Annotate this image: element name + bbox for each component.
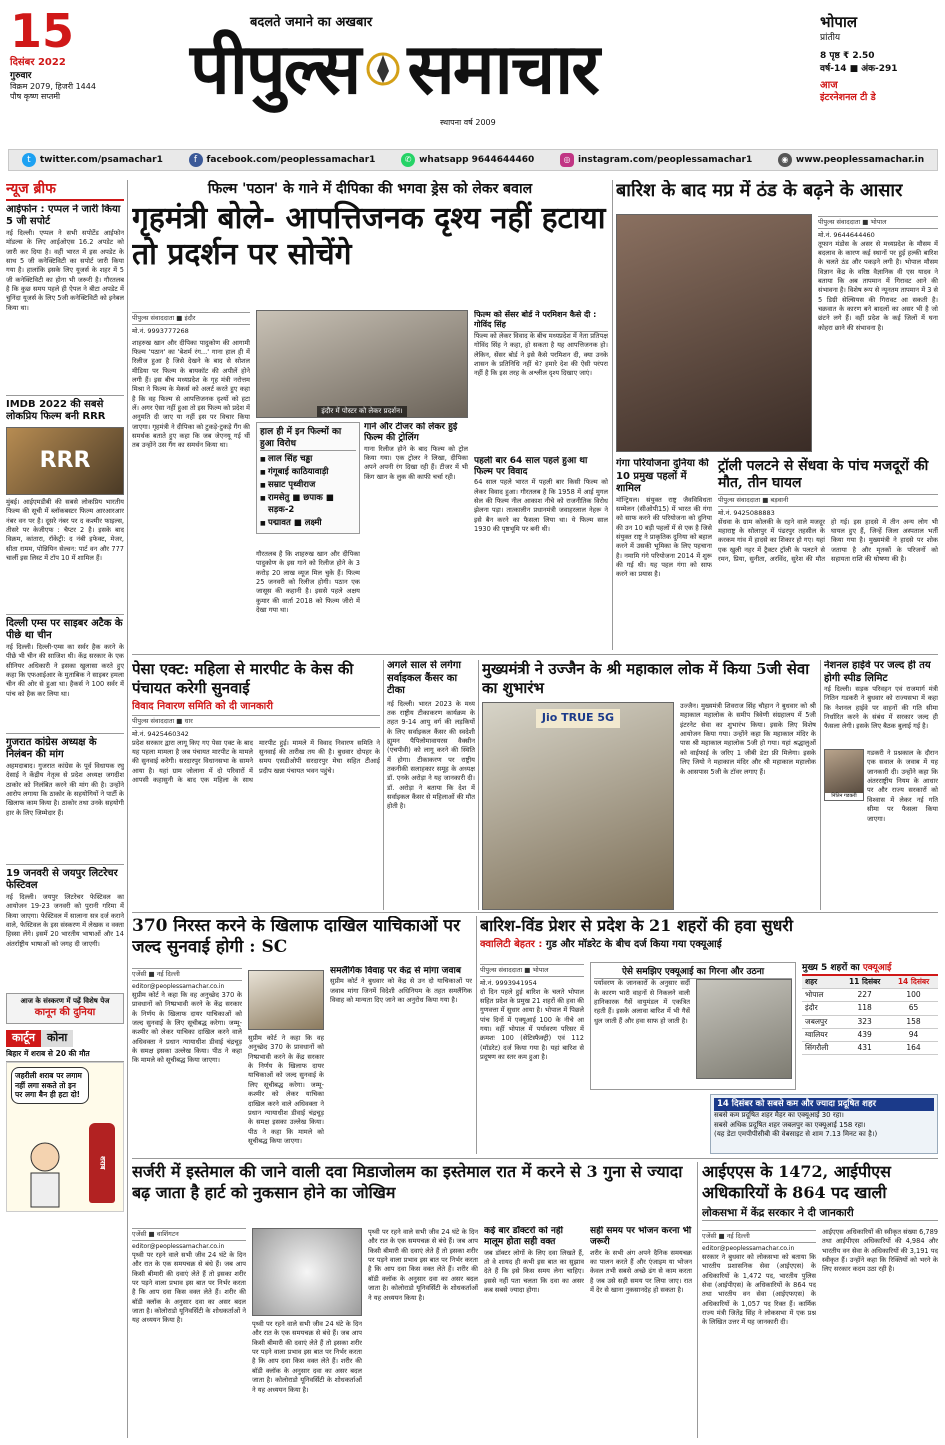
opposed-films-list (260, 453, 356, 530)
first-controversy-head: पहली बार 64 साल पहले हुआ था फिल्म पर विवाद (474, 455, 588, 478)
aqi-col-d11: 11 दिसंबर (840, 976, 889, 989)
midazolam-side1-head: कई बार डॉक्टरों को नहीं मालूम होता सही वक्त (484, 1226, 563, 1248)
midazolam-story (132, 1162, 692, 1438)
sc-side (330, 966, 472, 1154)
sc-side-head: समलैंगिक विवाह पर केंद्र से मांगा जवाब (330, 966, 461, 976)
midazolam-side1 (484, 1226, 584, 1438)
lead-kicker: फिल्म 'पठान' के गाने में दीपिका की भगवा ड्रेस को लेकर बवाल (207, 181, 533, 197)
gadkari-photo (824, 749, 864, 801)
date-number: 15 (10, 4, 75, 58)
city: भोपाल (820, 13, 858, 31)
news-brief-column (6, 180, 124, 1438)
sc-side-body: सुप्रीम कोर्ट ने बुधवार को केंद्र से उन दो याचिकाओं पर जवाब मांगा जिनमें विदेशी अधिनियम के तहत समलैंगिक विवाह को मान्यता दिए जाने का अनुरोध किया गया है। (330, 977, 472, 1004)
lead-col1 (132, 310, 250, 650)
aqi-d11: 439 (840, 1028, 889, 1041)
aqi-table-header (802, 976, 938, 989)
ias-headline: आईएएस के 1472, आईपीएस अधिकारियों के 864 पद खाली (702, 1162, 891, 1202)
aqi-table (802, 976, 938, 1055)
lead-body-1: शाहरुख खान और दीपिका पादुकोण की आगामी फिल्म 'पठान' का 'बेशर्म रंग...' गाना हाल ही में रिलीज हुआ है जिसे देखने के बाद से सोशल मीडिया पर फिल्म के बायकॉट की अपीलें होने लगी हैं। इस बीच मध्यप्रदेश के गृह मंत्री नरोत्तम मिश्रा ने फिल्म के मेकर्स को अलर्ट करते हुए कहा है कि वह फिल्म से आपत्तिजनक दृश्यों को हटा लें। अगर ऐसा नहीं हुआ तो इस फिल्म को प्रदेश में अनुमति दी जाए या नहीं इस पर विचार किया जाएगा। गृहमंत्री ने दीपिका को टुकड़े-टुकड़े गैंग की समर्थक बताते हुए कहा कि जब जेएनयू गई थीं तब उन्होंने उस गैंग का समर्थन किया था। (132, 338, 250, 450)
table-row (802, 1028, 938, 1041)
ganga-story (616, 458, 712, 650)
newspaper-title (190, 24, 810, 114)
midazolam-email: editor@peoplessamachar.co.in (132, 1242, 225, 1250)
gadkari-caption: नितिन गडकरी (825, 793, 863, 800)
edition-block (820, 12, 940, 105)
aqi-dec14-item: (यह डेटा एमपीपीसीबी की वेबसाइट से शाम 7.13 मिनट का है।) (714, 1130, 878, 1139)
tagline: बदलते जमाने का अखबार (250, 15, 373, 30)
social-instagram-text: instagram.com/peoplessamachar1 (577, 154, 753, 165)
cold-body: तूफान मंडोस के असर से मध्यप्रदेश के मौसम में बदलाव के कारण कई स्थानों पर हुई हल्की बारिश के चलते ठंड और पकड़ने लगी है। भोपाल मौसम विज्ञान केंद्र के वरिष्ठ वैज्ञानिक वी एस यादव ने बताया कि अब तापमान में गिरावट आने की संभावना है। विशेष रूप से न्यूनतम तापमान में 3 से 5 डिग्री सेल्सियस की गिरावट आ सकती है। चक्रवात के कारण बने बादलों का असर भी है जो छंटने लगे हैं। वहीं प्रदेश के कई जिलों में घना कोहरा छाने की संभावना है। (818, 239, 938, 332)
brief-title: न्यूज ब्रीफ (6, 180, 124, 201)
instagram-icon: ◎ (560, 153, 574, 167)
aqi-mob: मो.नं. 9993941954 (480, 978, 537, 987)
sc-story (132, 916, 472, 1154)
aqi-story (480, 916, 938, 1154)
whatsapp-icon: ✆ (401, 153, 415, 167)
five-g-headline: मुख्यमंत्री ने उज्जैन के श्री महाकाल लोक में किया 5जी सेवा का शुभारंभ (482, 660, 810, 697)
ias-col1 (702, 1228, 816, 1438)
cancer-body: नई दिल्ली। भारत 2023 के मध्य तक राष्ट्रीय टीकाकरण कार्यक्रम के तहत 9-14 आयु वर्ग की लड़कियों के लिए सर्वाइकल कैंसर की स्वदेशी ह्यूमन पैपिलोमावायरस वैक्सीन (एचपीवी) को लागू करने की स्थिति में होगा। टीकाकरण पर राष्ट्रीय तकनीकी सलाहकार समूह के अध्यक्ष डॉ. एनके अरोड़ा ने यह जानकारी दी। डॉ. अरोड़ा ने बताया कि देश में सर्वाइकल कैंसर से महिलाओं की मौत होती है। (387, 699, 475, 811)
aqi-smog-photo (696, 979, 792, 1079)
ias-subhead: लोकसभा में केंद्र सरकार ने दी जानकारी (702, 1206, 938, 1221)
social-facebook-text: facebook.com/peoplessamachar1 (206, 154, 376, 165)
aqi-d11: 323 (840, 1015, 889, 1028)
ias-email: editor@peoplessamachar.co.in (702, 1244, 795, 1252)
table-row (802, 1002, 938, 1015)
pesa-byline: पीपुल्स संवाददाता ■ धार (132, 715, 380, 728)
pesa-headline: पेसा एक्ट: महिला से मारपीट के केस की पंचायत करेगी सुनवाई (132, 660, 354, 697)
cancer-story (387, 660, 475, 910)
promo-page: कानून की दुनिया (34, 1007, 96, 1019)
weekday: गुरुवार (10, 70, 32, 81)
highway-headline: नेशनल हाईवे पर जल्द ही तय होगी स्पीड लिमिट (824, 660, 931, 684)
facebook-icon: f (189, 153, 203, 167)
cartoon-panel (6, 1062, 124, 1212)
social-instagram[interactable] (560, 153, 752, 167)
cartoon-speech-bubble: जहरीली शराब पर लगाम नहीं लगा सकते तो इन पर लगा बैन ही हटा दो! (11, 1067, 89, 1104)
aqi-d14: 158 (889, 1015, 938, 1028)
censor-board-head: फिल्म को सेंसर बोर्ड ने परमिशन कैसे दी : गोविंद सिंह (474, 310, 608, 332)
cartoon-corner-label: कोना (41, 1030, 73, 1047)
globe-icon: ◉ (778, 153, 792, 167)
opposed-films-box (256, 422, 360, 534)
lead-story (132, 180, 608, 650)
aqi-city: भोपाल (802, 989, 840, 1002)
social-twitter[interactable] (22, 153, 163, 167)
aqi-table-title-b: एक्यूआई (862, 963, 892, 973)
brief-2-head: IMDB 2022 की सबसे लोकप्रिय फिल्म बनी RRR (6, 395, 124, 424)
aqi-quality-label: क्वालिटी बेहतर : (480, 939, 543, 950)
aqi-explainer-box (590, 962, 796, 1090)
cold-byline: पीपुल्स संवाददाता ■ भोपाल (818, 216, 938, 229)
five-g-body: उज्जैन। मुख्यमंत्री शिवराज सिंह चौहान ने बुधवार को श्री महाकाल महालोक के समीप त्रिवेणी संग्रहालय में 5जी इंटरनेट सेवा का शुभारंभ किया। इसके लिए विशेष आयोजन किया गया। उन्होंने कहा कि महाकाल मंदिर के पास श्री महाकाल महालोक 5जी हो गया। यहां श्रद्धालुओं को वाईफाई के जरिए 1 जीबी डेटा फ्री मिलेगा। इसके लिए जियो ने महाकाल मंदिर और श्री महाकाल महालोक के आसपास 5जी के टॉवर लगाए हैं। (680, 702, 816, 776)
aqi-dec14-box (710, 1094, 938, 1154)
cold-photo (616, 214, 812, 452)
social-website[interactable] (778, 153, 924, 167)
aaj-label: आज (820, 79, 838, 91)
highway-body: नई दिल्ली। सड़क परिवहन एवं राजमार्ग मंत्री नितिन गडकरी ने बुधवार को राज्यसभा में कहा कि नेशनल हाईवे पर वाहनों की गति सीमा निर्धारित करने के संबंध में सरकार जल्द ही फैसला लेगी। इसके लिए बैठक बुलाई गई है। (824, 685, 938, 731)
cartoon-header (6, 1030, 124, 1047)
table-row (802, 1041, 938, 1054)
midazolam-byline: एजेंसी ■ वाशिंगटन (132, 1228, 246, 1241)
social-whatsapp[interactable] (401, 153, 534, 167)
midazolam-side2-body: शरीर के सभी अंग अपने दैनिक समयचक्र का पालन करते हैं और एंजाइम या भोजन केवल तभी सबसे अच्छे ढंग से काम करता है जब उसे सही समय पर लिया जाए। रात में देर से खाना नुकसानदेह हो सकता है। (590, 1248, 692, 1294)
midazolam-side2 (590, 1226, 692, 1438)
song-trolling-head: गाने और टीजर को लेकर हुई फिल्म की ट्रोलिंग (364, 422, 458, 444)
lead-col4 (474, 310, 608, 650)
trolley-mob: मो.नं. 9425088883 (718, 508, 775, 517)
brief-3-body: नई दिल्ली। दिल्ली-एम्स का सर्वर हैक करने के पीछे भी चीन की साजिश थी। केंद्र सरकार के एक सीनियर अधिकारी ने इसका खुलासा करते हुए कहा कि एफआईआर के मुताबिक ने साइबर हमला चीन की ओर से हुआ था। हैकर्स ने 100 सर्वर में पांच को हैक कर लिया था। (6, 642, 124, 698)
aqi-byline: पीपुल्स संवाददाता ■ भोपाल (480, 964, 584, 977)
ias-story (702, 1162, 938, 1438)
pages-price: 8 पृष्ठ ₹ 2.50 (820, 51, 875, 62)
cartoon-bottle-label: शराब (98, 1156, 107, 1170)
title-left: पीपुल्स (190, 28, 360, 110)
jio-banner-text: Jio TRUE 5G (536, 709, 620, 728)
volume: वर्ष-14 ■ अंक-291 (820, 63, 898, 74)
ganga-body: मॉन्ट्रियल। संयुक्त राष्ट्र जैवविविधता सम्मेलन (सीओपी15) में भारत की गंगा को साफ करने की परियोजना को दुनिया की उन 10 बड़ी पहलों में से एक है जिसे संयुक्त राष्ट्र ने प्राकृतिक दुनिया को बहाल करने में उसकी भूमिका के लिए पहचाना है। नमामि गंगे परियोजना 2014 में शुरू की गई थी। यह पहल गंगा को साफ करने का प्रयास है। (616, 495, 712, 579)
social-facebook[interactable] (189, 153, 376, 167)
midazolam-body-cont: पृथ्वी पर रहने वाले सभी जीव 24 घंटे के दिन और रात के एक समयचक्र से बंधे हैं। जब आप किसी बीमारी की दवाएं लेते हैं तो इसका शरीर पर पड़ने वाला प्रभाव इस बात पर निर्भर करता है कि आप दवा किस वक्त लेते हैं। शरीर की बॉडी क्लॉक के अनुसार दवा का असर बदल जाता है। कोलोराडो यूनिवर्सिटी के शोधकर्ताओं ने यह अध्ययन किया है। (252, 1320, 362, 1394)
social-website-text: www.peoplessamachar.in (795, 154, 925, 165)
aqi-explainer-body: पर्यावरण के जानकारों के अनुसार सर्दी के कारण भारी वाहनों से निकलने वाली हानिकारक गैसें वायुमंडल में एकत्रित रहती हैं। इसके अलावा बारिश में भी गैसें धुल जाती हैं और हवा साफ हो जाती है। (594, 979, 690, 1025)
pesa-mob: मो.नं. 9425460342 (132, 729, 189, 738)
opposed-film-item: ■ सम्राट पृथ्वीराज (260, 479, 356, 492)
brief-4-head: गुजरात कांग्रेस अध्यक्ष के निलंबन की मांग (6, 733, 124, 762)
aqi-quality (480, 938, 938, 952)
pen-nib-logo (363, 49, 403, 89)
trolley-story (718, 458, 938, 650)
trolley-byline: पीपुल्स संवाददाता ■ बड़वानी (718, 494, 938, 507)
cold-headline: बारिश के बाद मप्र में ठंड के बढ़ने के आसार (616, 180, 903, 201)
lead-headline: गृहमंत्री बोले- आपत्तिजनक दृश्य नहीं हटाया तो प्रदर्शन पर सोचेंगे (132, 200, 606, 273)
aqi-d14: 164 (889, 1041, 938, 1054)
opposed-films-title: हाल ही में इन फिल्मों का हुआ विरोध (260, 426, 356, 451)
paksh: पौष कृष्ण सप्तमी (10, 92, 61, 102)
brief-1-body: नई दिल्ली। एप्पल ने सभी सपोर्टेड आईफोन मॉडल्स के लिए आईओएस 16.2 अपडेट को जारी कर दिया है। वहीं भारत में इस अपडेट के साथ 5 जी कनेक्टिविटी का सपोर्ट जारी किया गया है। हालांकि इसके लिए यूजर्स के शहर में 5 जी कनेक्टिविटी का होना भी जरूरी है। गौरतलब है कि कुछ समय पहले ही ऐपल ने बीटा अपडेट में चुनिंदा यूजर्स के लिए 5जी कनेक्टिविटी को इनेबल किया था। (6, 228, 124, 312)
cartoon-bottle (89, 1123, 115, 1203)
aqi-city: सिंगरौली (802, 1041, 840, 1054)
table-row (802, 989, 938, 1002)
masthead (0, 0, 945, 165)
aqi-dec14-item: सबसे कम प्रदूषित शहर मैहर का एक्यूआई 30 रहा। (714, 1111, 844, 1120)
cold-text-col (818, 214, 938, 452)
ganga-headline: गंगा परियोजना दुनिया की 10 प्रमुख पहलों में शामिल (616, 458, 709, 494)
aqi-d11: 227 (840, 989, 889, 1002)
aqi-body: दो दिन पहले हुई बारिश के चलते भोपाल सहित प्रदेश के प्रमुख 21 शहरों की हवा की गुणवत्ता में सुधार आया है। भोपाल में पिछले पांच दिनों में एक्यूआई 100 के नीचे आ गया। वहीं भोपाल में पर्यावरण परिसर में क्रमशः 100 (सेटिस्फैक्ट्री) एवं 112 (मॉडरेट) दर्ज किया गया है। यहां बारिश से प्रदूषण का स्तर कम हुआ है। (480, 987, 584, 1062)
cold-mob: मो.नं. 9644644460 (818, 230, 875, 239)
aqi-col-d14: 14 दिसंबर (889, 976, 938, 989)
aqi-d14: 65 (889, 1002, 938, 1015)
rrr-poster-text: RRR (39, 448, 91, 474)
aqi-quality-sub: गुड और मॉडरेट के बीच दर्ज किया गया एक्यूआई (545, 939, 722, 950)
brief-2-body: मुंबई। आईएमडीबी की सबसे लोकप्रिय भारतीय फिल्म की सूची में ब्लॉकबस्टर फिल्म आरआरआर नंबर वन पर है। दूसरे नंबर पर द कश्मीर फाइल्स, तीसरे पर केजीएफ : चैप्टर 2 है। इसके बाद विक्रम, कांतारा, रॉकेट्री: द नंबी इफेक्ट, मेजर, सीता रामम, पोन्नियिन सेल्वन: पार्ट वन और 777 चार्ली इस लिस्ट में टॉप 10 में शामिल हैं। (6, 497, 124, 563)
opposed-film-item: ■ गंगूबाई काठियावाड़ी (260, 466, 356, 479)
pesa-body: प्रदेश सरकार द्वारा लागू किए गए पेसा एक्ट के बाद यह पहला मामला है जब पंचायत मारपीट के मामले की सुनवाई करेगी। सरदारपुर विधानसभा के सामने आया है। यहां ग्राम जोलाना में दो परिवारों में आपसी कहासुनी के बाद एक महिला के साथ मारपीट हुई। मामले में विवाद निवारण समिति ने सुनवाई की तारीख तय की है। बुधवार दोपहर के समय एसडीओपी सरदारपुर मेघा सहित टीआई प्रदीप खन्ना पंचायत भवन पहुंचे। (132, 738, 380, 784)
five-g-story (482, 660, 816, 910)
midazolam-body: पृथ्वी पर रहने वाले सभी जीव 24 घंटे के दिन और रात के एक समयचक्र से बंधे हैं। जब आप किसी बीमारी की दवाएं लेते हैं तो इसका शरीर पर पड़ने वाला प्रभाव इस बात पर निर्भर करता है कि आप दवा किस वक्त लेते हैं। शरीर की बॉडी क्लॉक के अनुसार दवा का असर बदल जाता है। कोलोराडो यूनिवर्सिटी के शोधकर्ताओं ने यह अध्ययन किया है। (132, 1250, 246, 1325)
aqi-city: इंदौर (802, 1002, 840, 1015)
social-twitter-text: twitter.com/psamachar1 (39, 154, 163, 165)
aqi-table-title-a: मुख्य 5 शहरों का (802, 963, 860, 973)
ias-byline: एजेंसी ■ नई दिल्ली (702, 1230, 816, 1243)
sc-col1 (132, 966, 242, 1154)
promo-text: आज के संस्करण में पढ़ें विशेष पेज (20, 996, 110, 1005)
opposed-film-item: ■ पद्मावत ■ लक्ष्मी (260, 517, 356, 530)
vikram-samvat: विक्रम 2079, हिजरी 1444 (10, 81, 96, 91)
cartoon-caption: बिहार में शराब से 20 की मौत (6, 1047, 124, 1062)
cancer-headline: अगले साल से लगेगा सर्वाइकल कैंसर का टीका (387, 660, 462, 696)
supreme-court-photo (248, 970, 324, 1030)
cartoon-label: कार्टून (6, 1030, 41, 1047)
brief-5-body: नई दिल्ली। जयपुर लिटरेचर फेस्टिवल का आयोजन 19-23 जनवरी को पुरानी गरिमा में किया जाएगा। फेस्टिवल में सालाना सत्र दर्ज कराने वाले, फेस्टिवल के इस संस्करण में लेखक व वक्ता हिस्सा लेंगे। इसमें 20 भारतीय भाषाओं और 14 अंतर्राष्ट्रीय भाषाओं को जगह दी जाएगी। (6, 892, 124, 948)
aqi-dec14-item: सबसे अधिक प्रदूषित शहर जबलपुर का एक्यूआई 158 रहा। (714, 1120, 866, 1129)
aqi-col1 (480, 962, 584, 1154)
date-month: दिसंबर 2022 (10, 57, 66, 68)
sc-body: सुप्रीम कोर्ट ने कहा कि वह अनुच्छेद 370 के प्रावधानों को निष्प्रभावी करने के केंद्र सरकार के निर्णय के खिलाफ दायर याचिकाओं को जल्द सुनवाई के लिए सूचीबद्ध करेगा। जम्मू-कश्मीर को लेकर याचिका दाखिल करने वाले अधिवक्ता ने प्रधान न्यायाधीश डीवाई चंद्रचूड़ के समक्ष इसका उल्लेख किया। पीठ ने कहा कि मामले को सूचीबद्ध किया जाएगा। (132, 990, 242, 1065)
edition: प्रांतीय (820, 33, 841, 44)
date-block (10, 4, 140, 103)
brief-5-head: 19 जनवरी से जयपुर लिटरेचर फेस्टिवल (6, 864, 124, 893)
protest-photo (256, 310, 468, 418)
brief-4-body: अहमदाबाद। गुजरात कांग्रेस के पूर्व विधायक रघु देसाई ने केंद्रीय नेतृत्व से प्रदेश अध्यक्ष जगदीश ठाकोर को निलंबित करने की मांग की है। उन्होंने आरोप लगाया कि ठाकोर के सहयोगियों ने पार्टी के खिलाफ काम किया है। ठाकोर तथा उनके सहयोगी हार के लिए जिम्मेदार हैं। (6, 761, 124, 817)
brief-3-head: दिल्ली एम्स पर साइबर अटैक के पीछे था चीन (6, 614, 124, 643)
aqi-city: ग्वालियर (802, 1028, 840, 1041)
midazolam-body-col3: पृथ्वी पर रहने वाले सभी जीव 24 घंटे के दिन और रात के एक समयचक्र से बंधे हैं। जब आप किसी बीमारी की दवाएं लेते हैं तो इसका शरीर पर पड़ने वाला प्रभाव इस बात पर निर्भर करता है कि आप दवा किस वक्त लेते हैं। शरीर की बॉडी क्लॉक के अनुसार दवा का असर बदल जाता है। कोलोराडो यूनिवर्सिटी के शोधकर्ताओं ने यह अध्ययन किया है। (368, 1228, 478, 1302)
aqi-headline: बारिश-विंड प्रेशर से प्रदेश के 21 शहरों की हवा सुधरी (480, 916, 793, 935)
sc-headline: 370 निरस्त करने के खिलाफ दाखिल याचिकाओं पर जल्द सुनवाई होगी : SC (132, 916, 461, 958)
twitter-icon: t (22, 153, 36, 167)
midazolam-col1 (132, 1226, 246, 1438)
ias-body-2: आईएएस अधिकारियों की स्वीकृत संख्या 6,789 तथा आईपीएस अधिकारियों की 4,984 और भारतीय वन सेवा के अधिकारियों की 3,191 पद स्वीकृत हैं। उन्होंने कहा कि रिक्तियों को भरने के लिए सरकार कदम उठा रही है। (822, 1228, 938, 1274)
cartoon-figure-icon (15, 1139, 75, 1209)
ias-body: सरकार ने बुधवार को लोकसभा को बताया कि भारतीय प्रशासनिक सेवा (आईएएस) के अधिकारियों के 1,472 पद, भारतीय पुलिस सेवा (आईपीएस) के अधिकारियों के 864 पद तथा भारतीय वन सेवा (आईएफएस) के अधिकारियों के 1,057 पद रिक्त हैं। कार्मिक राज्य मंत्री जितेंद्र सिंह ने लोकसभा में एक प्रश्न के लिखित उत्तर में यह जानकारी दी। (702, 1252, 816, 1327)
first-controversy-body: 64 साल पहले भारत में पहली बार किसी फिल्म को लेकर विवाद हुआ। गौरतलब है कि 1958 में आई मुगल सेल की फिल्म नील आकाश नीचे को राजनीतिक विरोध झेलना पड़ा। तात्कालीन प्रधानमंत्री जवाहरलाल नेहरू ने इसे बैन करने का फैसला लिया था। ये फिल्म साल 1930 की पृष्ठभूमि पर बनी थी। (474, 478, 608, 534)
aqi-d11: 431 (840, 1041, 889, 1054)
cold-story (616, 180, 938, 650)
social-whatsapp-text: whatsapp 9644644460 (419, 154, 535, 165)
pesa-subhead: विवाद निवारण समिति को दी जानकारी (132, 700, 273, 712)
lead-body-2: गौरतलब है कि शाहरुख खान और दीपिका पादुकोण के इस गाने को रिलीज होने के 3 करोड़ 20 लाख व्यूज मिल चुके हैं। फिल्म 25 जनवरी को रिलीज होगी। पठान एक जासूस की कहानी है। इससे पहले अक्षय कुमार की वार्ता 2018 को फिल्म जीरो में देखा गया था। (256, 550, 360, 615)
midazolam-side2-head: सही समय पर भोजन करना भी जरूरी (590, 1226, 692, 1248)
highway-body-2: गडकरी ने प्रश्नकाल के दौरान एक सवाल के जवाब में यह जानकारी दी। उन्होंने कहा कि अंतरराष्ट्रीय नियम के आधार पर और राज्य सरकारों को विश्वास में लेकर नई गति सीमा पर फैसला किया जाएगा। (867, 749, 938, 823)
aqi-d11: 118 (840, 1002, 889, 1015)
sc-body-cont: सुप्रीम कोर्ट ने कहा कि वह अनुच्छेद 370 के प्रावधानों को निष्प्रभावी करने के केंद्र सरकार के निर्णय के खिलाफ दायर याचिकाओं को जल्द सुनवाई के लिए सूचीबद्ध करेगा। जम्मू-कश्मीर को लेकर याचिका दाखिल करने वाले अधिवक्ता ने प्रधान न्यायाधीश डीवाई चंद्रचूड़ के समक्ष इसका उल्लेख किया। पीठ ने कहा कि मामले को सूचीबद्ध किया जाएगा। (248, 1034, 324, 1145)
five-g-photo (482, 702, 674, 910)
song-trolling-body: गाना रिलीज होने के बाद फिल्म को ट्रोल किया गया। एक ट्रोलर ने लिखा, दीपिका अपने अपनी रंग दिखा रही हैं। टीजर में भी किंग खान के लुक की काफी चर्चा रही। (364, 444, 468, 481)
sc-email: editor@peoplessamachar.co.in (132, 982, 225, 990)
midazolam-headline: सर्जरी में इस्तेमाल की जाने वाली दवा मिडाजोलम का इस्तेमाल रात में करने से 3 गुना से ज्यादा बढ़ जाता है हार्ट को नुकसान होने का जोखिम (132, 1162, 683, 1202)
rrr-poster-image (6, 427, 124, 495)
aqi-city: जबलपुर (802, 1015, 840, 1028)
opposed-film-item: ■ लाल सिंह चड्ढा (260, 453, 356, 466)
aqi-table-box (802, 962, 938, 1090)
midazolam-side1-body: जब डॉक्टर लोगों के लिए दवा लिखते हैं, तो वे शायद ही कभी इस बात का सुझाव देते हैं कि इसे किस समय लेना चाहिए। इससे नहीं पता चलता कि दवा का असर कब सबसे ज्यादा होगा। (484, 1248, 584, 1294)
aqi-dec14-head: 14 दिसंबर को सबसे कम और ज्यादा प्रदूषित शहर (714, 1098, 934, 1111)
clock-pill-photo (252, 1228, 362, 1316)
brief-1-head: आईफोन : एप्पल ने जारी किया 5 जी सपोर्ट (6, 203, 121, 228)
sc-byline: एजेंसी ■ नई दिल्ली (132, 968, 242, 981)
lead-mob: मो.नं. 9993777268 (132, 326, 189, 335)
censor-board-body: फिल्म को लेकर विवाद के बीच मध्यप्रदेश में नेता प्रतिपक्ष गोविंद सिंह ने कहा, हो सकता है यह आपत्तिजनक हो। लेकिन, सेंसर बोर्ड ने इसे कैसे परमिशन दी, क्या उनके शासन के प्रतिनिधि नहीं थे? हमारे देश की ऐसी परंपरा नहीं है कि इस तरह के अश्लील दृश्य दिखाए जाएं। (474, 331, 608, 378)
established: स्थापना वर्ष 2009 (440, 118, 496, 127)
aqi-col-city: शहर (802, 976, 840, 989)
lead-col3 (364, 422, 468, 650)
aqi-table-title (802, 962, 938, 976)
aqi-d14: 94 (889, 1028, 938, 1041)
aqi-explainer-head: ऐसे समझिए एक्यूआई का गिरना और उठना (594, 966, 792, 979)
trolley-headline: ट्रॉली पलटने से सेंधवा के पांच मजदूरों की मौत, तीन घायल (718, 458, 929, 492)
aaj-day: इंटरनेशनल टी डे (820, 92, 876, 104)
highway-story (824, 660, 938, 910)
title-right: समाचार (407, 28, 598, 110)
social-bar (8, 149, 938, 171)
protest-photo-caption: इंदौर में पोस्टर को लेकर प्रदर्शन। (317, 406, 406, 417)
opposed-film-item: ■ रामसेतु ■ छपाक ■ सड़क-2 (260, 492, 356, 518)
lead-col2 (256, 310, 468, 650)
pesa-story (132, 660, 380, 910)
promo-box (6, 993, 124, 1024)
lead-byline: पीपुल्स संवाददाता ■ इंदौर (132, 312, 250, 325)
aqi-d14: 100 (889, 989, 938, 1002)
trolley-body: सेंधवा के ग्राम कोलकी के रहने वाले मजदूर महाराष्ट्र के सोलापुर में पंढरपुर तहसील के करकम गांव में हादसे का शिकार हो गए। यहां एक खुली नहर में ट्रैक्टर ट्रॉली के पलटने से रमन, प्रिया, सुनीता, अरविंद, सुरेश की मौत हो गई। इस हादसे में तीन अन्य लोग भी घायल हुए हैं, जिन्हें जिला अस्पताल भर्ती किया गया है। मुख्यमंत्री ने हादसे पर शोक जताया है और मृतकों के परिजनों को सहायता राशि की घोषणा की है। (718, 517, 938, 564)
table-row (802, 1015, 938, 1028)
